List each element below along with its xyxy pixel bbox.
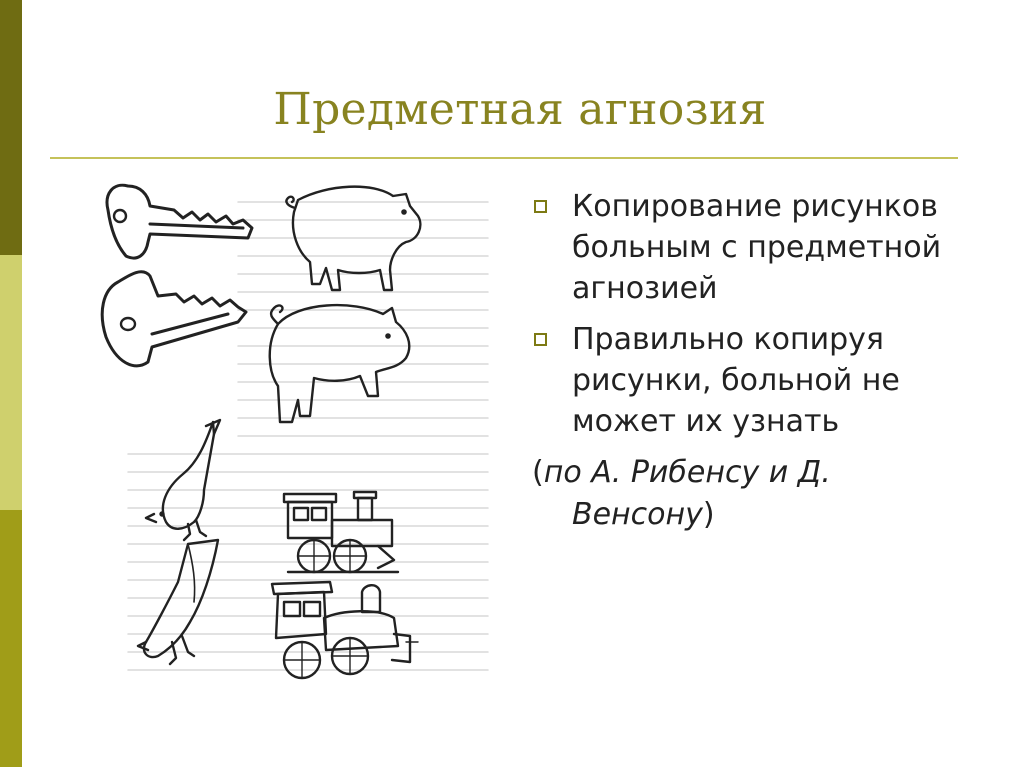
citation-line-2: Венсону — [572, 497, 703, 532]
citation-close-paren: ) — [702, 497, 715, 532]
bird-copy-drawing — [138, 540, 218, 664]
title-divider — [50, 157, 958, 159]
slide-title: Предметная агнозия — [273, 84, 767, 135]
side-bar-bottom — [0, 510, 22, 767]
locomotive-copy-drawing — [272, 582, 418, 678]
side-bar-middle — [0, 255, 22, 510]
bullet-text: Копирование рисунков больным с предметной агнозией — [572, 189, 942, 306]
square-bullet-icon — [534, 333, 547, 346]
side-bar-top — [0, 0, 22, 255]
bullet-item-copying — [532, 186, 982, 309]
bullet-list — [532, 186, 982, 452]
citation-open-paren: ( — [532, 455, 544, 490]
bullet-item-recognition — [532, 319, 982, 442]
citation-line-1: по А. Рибенсу и Д. — [543, 455, 831, 490]
key-original-drawing — [107, 185, 252, 258]
agnosia-drawings-figure — [88, 172, 508, 692]
citation — [532, 452, 982, 536]
square-bullet-icon — [534, 200, 547, 213]
bullet-text: Правильно копируя рисунки, больной не может их узнать — [572, 322, 900, 439]
locomotive-original-drawing — [284, 492, 398, 572]
key-copy-drawing — [102, 272, 246, 366]
bird-original-drawing — [146, 420, 220, 540]
background-text-lines — [128, 202, 488, 670]
